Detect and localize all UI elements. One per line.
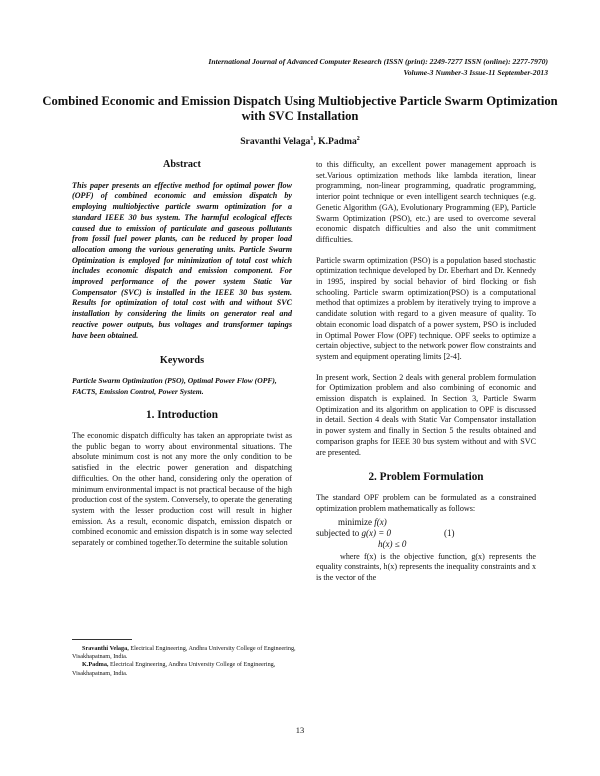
footnote-2-name: K.Padma,: [82, 661, 109, 669]
equation-equality: [316, 528, 536, 539]
keywords-text: Particle Swarm Optimization (PSO), Optimal Power Flow (OPF), FACTS, Emission Control, Power System.: [72, 375, 277, 396]
section-2-heading: 2. Problem Formulation: [368, 471, 484, 484]
abstract-text: This paper presents an effective method for optimal power flow (OPF) of combined economic and emission dispatch by employing multiobjective particle swarm optimization for a standard IEEE 30 bus system. The harmful ecological effects caused due to emission of particulate and gaseous pollutants from fossil fuel power plants, can be reduced by proper load allocation among the various generating units. Particle Swarm Optimization is employed for minimization of total cost which includes economic dispatch and emission component. For improved performance of the power system Static Var Compensator (SVC) is installed in the IEEE 30 bus system. Results for optimization of total cost with and without SVC installation by considering the limits on generator real and reactive power outputs, bus voltages and transformer tapings have been obtained.: [72, 180, 292, 340]
abstract-heading: Abstract: [163, 159, 201, 170]
footnote-rule: [72, 639, 132, 640]
intro-text: The economic dispatch difficulty has taken an appropriate twist as the public began to worry about environmental situations. The absolute minimum cost is not any more the only condition to be satisfied in the electric power generation and dispatching difficulties. On the other hand, considering only the operation of minimum environmental impact is not practical because of the high production cost of the system. Conversely, to operate the generating system with the lesser production cost will result in higher emission. As a result, economic dispatch, emission dispatch or combined economic and emission dispatch is in some way selected separately or combined together.To determine the suitable solution: [72, 431, 292, 548]
footnotes: [72, 645, 300, 678]
author-sep: ,: [313, 136, 319, 148]
right-para-4: The standard OPF problem can be formulated as a constrained optimization problem mathematically as follows:: [316, 492, 536, 513]
journal-header-line2: Volume-3 Number-3 Issue-11 September-2013: [403, 68, 548, 77]
journal-header-line1: International Journal of Advanced Computer Research (ISSN (print): 2249-7277 ISSN (online): 2277-7970): [208, 57, 548, 66]
author-2: K.Padma: [318, 136, 357, 148]
equation-inequality: [316, 539, 536, 550]
keywords-heading: Keywords: [159, 355, 205, 367]
right-para-5: where f(x) is the objective function, g(x) represents the equality constraints, h(x) represents the inequality constraints and x is the vector of the: [316, 551, 536, 582]
right-column: [316, 160, 536, 584]
eq-objective: f(x): [374, 517, 387, 528]
eq-inequality: h(x) ≤ 0: [378, 538, 407, 549]
authors: [0, 136, 600, 147]
equation-objective: [316, 517, 536, 528]
eq-equality: g(x) = 0: [361, 528, 392, 539]
page-number: 13: [295, 725, 305, 735]
eq-number: (1): [444, 528, 455, 539]
right-para-2: Particle swarm optimization (PSO) is a population based stochastic optimization technique developed by Dr. Eberhart and Dr. Kennedy in 1995, inspired by social behavior of bird flocking or fish schooling. Particle swarm optimization(PSO) is a computational method that optimizes a problem by iteratively trying to improve a candidate solution with regard to a given measure of quality. To obtain economic load dispatch of a power system, PSO is included in Optimal Power Flow (OPF) technique. OPF seeks to optimize a certain objective, subject to the network power flow constraints and system and equipment operating limits [2-4].: [316, 255, 536, 361]
paper-title: Combined Economic and Emission Dispatch Using Multiobjective Particle Swarm Optimization with SVC Installation: [42, 94, 558, 123]
author-1-sup: 1: [310, 136, 314, 142]
author-2-sup: 2: [356, 136, 360, 142]
intro-heading: 1. Introduction: [146, 409, 218, 422]
eq-subject-label: subjected to: [316, 528, 360, 539]
footnote-2-text: Electrical Engineering, Andhra University College of Engineering, Visakhapatnam, India.: [72, 661, 276, 677]
footnote-1-text: Electrical Engineering, Andhra University College of Engineering, Visakhapatnam, India.: [72, 645, 296, 661]
author-1: Sravanthi Velaga: [240, 136, 311, 148]
eq-minimize-label: minimize: [338, 517, 372, 528]
left-column: [72, 160, 292, 549]
right-para-1: to this difficulty, an excellent power management approach is set.Various optimization methods like lambda iteration, linear programming, non-linear programming, quadratic programming, interior point technique or even intelligent search techniques (e.g. Genetic Algorithm (GA), Evolutionary Programming (EP), Particle Swarm Optimization (PSO), etc.) are used to overcome several economic dispatch difficulties and also the unit commitment difficulties.: [316, 160, 536, 244]
right-para-3: In present work, Section 2 deals with general problem formulation for Optimization problem and also combining of economic and emission dispatch is explained. In Section 3, Particle Swarm Optimization and its algorithm on application to OPF is discussed in detail. Section 4 deals with Static Var Compensator installation in power system and finally in Section 5 the results obtained and comparison graphs for IEEE 30 bus system without and with SVC are presented.: [316, 372, 536, 457]
footnote-1-name: Sravanthi Velaga,: [82, 645, 129, 652]
